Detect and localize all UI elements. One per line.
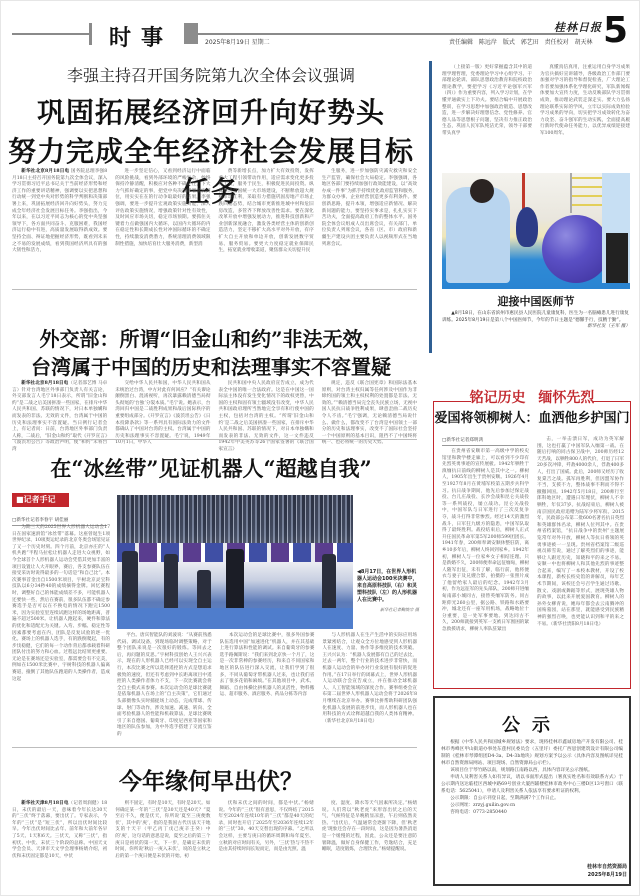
notice-website: 公示网址：zrzyj.guilin.gov.cn [450, 803, 516, 808]
lead-headline-2: 努力完成全年经济社会发展目标任务 [7, 135, 414, 208]
story2-column-text: 民共和国中央人民政府宣告成立，成为代表全中国的唯一合法政府。这是在中国这一国际法主体没有发生变化情况下的政权更替，中国的主权和固有领土疆域没有改变，中华人民共和国政府理所当然地完全享有和行使中国的主权，包括对台湾的主权。“所谓‘旧金山和约’是二战之后美国拼凑一些国家，在排斥中华人民共和国、苏联的情况下，对日本单独媾和而发表的非法、无效的文件，这一文件违反1942年中美英苏等26个国家签署的《联合国家宣言》 [218, 381, 314, 452]
notice-signature [561, 863, 627, 879]
story3-column [220, 633, 315, 733]
lead-column-text: 生服务，进一步加强防灾减灾救灾和安全生产监管，确保社会大局稳定。李强强调，各地区各部门要持续加强行政效能建设，以“高效办成一件事”为抓手持续优化政府监管和服务，为群众办事、企业经营创造更多有利条件。要创新思路，提升本领，增强适应新情况、解决新问题的能力，要坚持实事求是，扎扎实实下苦功夫，全面提高政府工作的整体水平。国务院全体会议组成人员出席会议，有关部门、单位负责人列席会议，各省（区、市）政府和新疆生产建设兵团主要负责人以视频形式在当地列席会议。 [321, 169, 417, 247]
photo-strap [522, 173, 525, 209]
story3-body [117, 633, 418, 737]
robot-photo-caption: ◀8月17日，在世界人形机器人运动会100米决赛中，来自高原科技队（右）和灵塑科技队（左）的人形机器人在比赛中。 [357, 569, 418, 603]
notice-paragraph: 该项目位于琴竹路以南，规划路江南路以西，具体内容详见公示图纸。 [450, 768, 593, 773]
history-byline: □新华社记者郑明鸿 [442, 437, 527, 446]
story3-column-text: 本次运动会的足球比赛中，很多外国参赛队伍选用中国“加速进化”机器人，并在其基础上进行算法和性能的调试。来自葡萄牙的参赛选手路佩斯说：“我们来到北京快一个月了，这是一次非常棒的参赛经历，和来自不同国家和地区的队伍进行深入交流，让我们学到了很多，不同从葡萄牙带机器人过来，也让我们省去了很多花销和麻烦。”在其他项目中，武术、舞蹈、自由体操比拼机器人的灵活性，物料搬运、超市服务、酒店服务、药品分拣等内容 [219, 633, 315, 698]
notice-paragraph: 公示期限：自公示刊登日起，至期满满7个工作日止。 [450, 796, 559, 801]
notice-signature-date: 2025年8月19日 [587, 872, 627, 878]
photo-sling [516, 207, 538, 247]
story3-column-text: 为期三天的2025世界人形机器人运动会17日在国家速滑馆“冰丝带”落幕。这座曾诞生1项世界纪录、10项奥运纪录的北京冬奥会场馆见证了又一个历史时刻。四个月前，北京亦庄的“人机共跑”半程马拉松让机器人走进大众视野，如今全球首个人形机器人运动会凭借其更加丰富的项目设置让人大开眼界，赛后，各支参赛队伍在接受采访时说得最多的一句话是“和自己比”。本次赛事首金出自1500米项目，宇树北京灵宝科技队以6分34秒40的成绩摘得金牌。回忆赛程时，调整好自己的体能成绩差不多，可能机器人还要快一些，然后在赛前，很多队伍都不确定参赛选手是否可以在不换电的情况下跑完1500米，因为实验室里连续试跑这样的场地距离，普遍不超过500米。让机器人跑起来，硬件和算法的优化和适配尤为关键。入弯、步幅、稳定性等因素都要考虑在内，团队是反复试验的逐一优化。赛场上的机器人选手，有的跌倒爬起，有的步伐稳健，它们的每一个动作背后都承载着科研团队付出的努力和心血。过程远比结果更重要。无论是在赛场还是实验室，都需要会有不完美，例如在1500米比赛中，宇树科技的机器人偏离赛道，撞倒了其他队伍跑道的人类操作者，造成这起 [12, 525, 110, 682]
lead-column [12, 169, 107, 291]
photo-track [117, 608, 353, 629]
story3-body-left [12, 525, 110, 733]
divider [12, 747, 417, 748]
rehab-photo [442, 173, 630, 289]
notice-paragraph: 申请人及利害关系人如有异议，请以书面形式提出（署真实姓名和有效联系方式）于公示期内送达临桂区西城中路69号创业大厦西辅楼桂林市政务中心三楼D区13号窗口（联系电话：5625041），申请人及利害关系人依法享有要求听证的权利。 [441, 775, 623, 794]
history-column-text: 击，一举击溃日军，成功为英军解围，这也打赢了中国军队入缅第一战。在随后打响的同古保卫战中，200师历经12天苦战，以牺牲800人的代价，打退了日军20多次冲锋，歼敌4000余人，俘敌400多人，打出了国威。此后，200师又经历了收复棠吉之战。孤军再胜利，但因盟军协作不当，支援不力，整体战事不利而不得不撤撤回国。1942年5月18日，200师行至郎科地区时，遭遇日军埋伏，柳树人不幸牺牲，年仅37岁。抗战结束后，柳树人被南京国民政府追赠为陆军少将军衔。2015年，民政部公布第二批600名著名抗日英烈和英雄群体名录，柳树人位列其中。在贵州省档案馆，“抗日战争中的贵州”主题展览常年对外开放，柳树人等抗日将领的英勇事迹被一一呈现。贵州省档案馆二级巡视员韩雪说，通过了解英烈们的事迹，能够让人跟近历史，知晓和平的来之不易。安顺一中也将柳树人和其他先烈的事迹整合起来，编写了一本校本教材，开设了校本课程，新校长校史馆的讲解员，每年艺术节期间，该校还会号召学生通过诗歌、散文、戏剧或舞蹈等形式，展现英雄人物的故事，以此来开展爱国教育。柳树人的孙外女柳青说，她每年都会去云南腾冲的国殇墓园，站在那里，就能感受到民族精神的强烈召唤，也更能认识到和平的来之不易。（新华社贵阳8月18日电） [537, 437, 624, 627]
story2-column-text: 规定，违反《联合国宪章》和国际法基本原则，对台湾主权归属等任何涉及中国作为非缔约国的领土和主权权利的处置都是非法、无效的。”“赖清德当局完全丧失民族立场，无视中国人民抗日战争胜利成果，肆意歪曲二战历史令人不齿。”毛宁强调，无论赖清德当局说什么、做什么，都改变不了台湾是中国领土一部分的历史和法理事实，改变不了国际社会坚持一个中国原则的基本目识，阻挡不了中国终将统一、也必将统一的历史大势。 [321, 381, 417, 446]
story3-column-text: 平台。唐宾智能队的刘波说：“从赛前熟悉代码、调试设备，到现场临时调整策略，对于整个团队来说是一次很好的锻炼。等回去之后，再问题的反思。”宇树科技创始人王兴兴表示，现在的人形机器人已经可以实现全自主运行，本次比赛之所以选择遥控的方式是想追求极致的速度，但还有考虑到中长距离项目中遥控的人类操作者体力不支，下一次比赛就会将全自主模式来参赛。本次运动会的足球比赛就是依靠机器人在场上的“自主决策”，它们通过头部摄像头实时捕捉场上动态，完成带球、传球、射门等动作，涉及加速、减速、转向、全面考验机器人的性能和机载算法，足球比赛吸引了来自德国、葡萄牙、印度尼西亚等国家和地区的队伍参加，为中外选手搭建了交流互鉴的 [117, 633, 212, 737]
masthead-block [184, 23, 198, 44]
story2-dateline: 新华社北京8月18日电 [21, 381, 69, 386]
story4-column-text: （记者周润健）18日，末伏的最后一天，意味着今年长达30天的“三伏”终于落幕，要出伏了。专家表示，今年的“三伏”是“短三伏”，所以出伏时间比较早。今年出伏时间比去年、前年和大前年各早了5天、1天和6天。三伏天，又称“三伏”，指初伏、中伏、末伏三个阶段的总称。中国天文学会会员、天津市天文学会理事杨婧介绍，初伏和末伏固定都是10天，中伏 [12, 801, 108, 859]
lead-column-text: 国务院总理李强8月18日主持召开国务院第九次全体会议，深入学习贯彻习近平总书记关于当前经济形势和经济工作的重要讲话精神，强调要以实把思想和行动统一到党中央对形势的科学判断和决策部署上来，巩固拓展经济回升向好势头，努力完成全年经济社会发展目标任务。李强指出，今年以来，在以习近平同志为核心的党中央坚强领导下，各方面共同奋斗、克服困难，我国经济运行稳中有进，高质量发展取得新成效。要坚持全面、辩证地把握经济形势，既看到未来之不易的发展成绩，看到我国经济所具有的强大韧性和活力， [12, 169, 108, 254]
divider [12, 289, 417, 290]
story4-dateline: 新华社天津8月18日电 [21, 801, 69, 806]
story2-column-text: （记者邵艺博 马卓言）针对台湾地区外事部门负责人有关言论，外交部发言人毛宁18日表示，所谓“旧金山和约”是二战之后美国拼凑一些国家，在排斥中华人民共和国、苏联的情况下，对日本单独媾和而发表的非法、无效的文件，台湾属于中国的历史和法理事实不容置疑。当日例行记者会上，有记者问：日前，台湾地区外事部门负责人称，二战后，“旧金山和约”取代《开罗宣言》《波茨坦公告》等政治声明，使“和约”未将台湾 [12, 381, 108, 452]
masthead-rule-left [12, 33, 90, 35]
masthead [1, 1, 641, 51]
history-column [442, 449, 529, 683]
history-headline: 爱国将领柳树人：血洒他乡护国门 [434, 411, 630, 426]
lead-column [115, 169, 210, 291]
rehab-photo-credit: 新华社发（王军 摄） [587, 324, 630, 330]
paper-logo: 桂林日报 [554, 21, 602, 34]
photo-doctor-head [470, 179, 494, 203]
masthead-rule-right [198, 33, 578, 35]
story2-column [218, 381, 314, 452]
story2-column [12, 381, 108, 452]
photo-helper-legs [606, 233, 628, 283]
notice-title: 公示 [502, 715, 562, 736]
story4-column-text: 度、湿度、降水等天气因素所决定。”杨婧说。人们常以“秋老虎”来形容出伏之后的天气，气候特征是早晚稍显凉意，午后则依然炎热。“出伏后，气温通常会逐渐下降，但‘秋老虎’现象还会存在一段时间，这是因为暑热消退是一个缓慢的过程，因此，公众还是要注意防暑降温，做好自身保健工作，劳逸结合，充足睡眠，适度锻炼，合理饮食。”杨婧提醒说。 [321, 801, 417, 853]
lead-column [322, 169, 417, 291]
photo-crowd [117, 495, 353, 543]
continued-column-text: 真懂真信真用，注重运用自身学习成果为官兵搞好宣讲辅导，各级政治工作部门要加强对学习的指导和督促检查，广大理论工作者要加强体系化学理化研究，军队新闻媒体要加大宣传力度，生动反映部队学习贯彻成效，推动理论武装走深走实。要大力弘扬理论联系实际的学风，立牢以实际成效检验学习成果的导向，切实把学习成效转化为奋力攻坚、奋斗强军的生动实践，全面提高履行新时代使命任务能力，以优异成绩迎接建军100周年。 [540, 65, 630, 136]
lead-body [12, 169, 417, 291]
lead-column-text: 费等新增长点，加力扩大有效投资，发挥重大工程引领带动作用，适应需求变化更多投资于人，服务于民生，积极促进民间投资。纵深推进全国统一大市场建设，不断释放超大规模市场红利，采取有力措施巩固房地产市场止跌回稳态势，结合城市更新推进城中村和危旧房改造，多管齐下释放改善性需求。要在深化改革开放中增强发展动力，推进科技创新和产业创新深度融合，激发各类经营主体的创新创造活力，坚定不移扩大高水平对外开放，有序扩大自主开放和单边开放，创新发展数字贸易、服务贸易。要更大力度稳定就业保障民生，拓宽就业增收渠道，聚焦群众关切提升民 [218, 169, 314, 254]
photo-person [322, 554, 336, 613]
continued-column [442, 65, 532, 165]
story3-byline: □新华社记者李春宇 胡佳丽 [12, 517, 107, 526]
photo-exercise-ball [542, 215, 610, 283]
story4-column [219, 801, 314, 883]
photo-person [164, 554, 178, 613]
story3-column [322, 633, 417, 733]
lead-column-text: 进一步坚定信心，又看到经济运行中面临的风险挑战，看到外部环境的严峻复杂，始终保持冷静清醒，积极应对各种不确定性，下大力气抓好确定的事，把党中央决策部署落实到位，用实实在在的行动争取最好的结果。李强强调，要进一步提升宏观政策实施效能，深入评估政策实施情况，增强政策针对性有效性，及时回应市场关切，稳定市场预期。要抓住关键着力点做强国内大循环，以国内大循环的内在稳定性和长期成长性对冲国际循环的不确定性，持续激发消费潜力，系统清理消费领域限制性措施，加快培育壮大服务消费，新型消 [115, 169, 211, 247]
story4-column [115, 801, 210, 883]
lead-headline-1: 巩固拓展经济回升向好势头 [36, 96, 385, 129]
history-kicker: 铭记历史 缅怀先烈 [469, 390, 595, 406]
robot-photo-credit: 新华社记者鞠焕宗 摄 [379, 607, 419, 612]
story3-column-text: 与人形机器人在生产生活中的实际应用场景紧密结合，让观众全方位地感受到人形机器人在速度、力量、协作等多维度的技术突破。王兴兴认为：“机器人发展都有自己的过去比，过去一两年，整个行业的技术进步非常快，而机器人运动会的举办对行业发展有很好的促进作用。”在17日举行的闭幕式上，世界人形机器人运动联合会宣告成立，并在推动全球机器人、人工智能领域的深度合作。赛事组委会宣布第二届世界人形机器人运动会将于2026年8月继续在北京举办。赛事比拼帮助科研团队强化机器人发展的前进步伐，而人形机器人也在用科技的方式诠释超越自我的人类体育精神。（新华社北京8月18日电） [322, 633, 418, 724]
lead-dateline: 新华社北京8月18日电 [21, 169, 70, 174]
section-title: 时事 [109, 25, 174, 51]
rehab-caption-text: ▲8月18日，在山东省滨州市惠民县人民医院儿童康复科，医生为一名脑瘫患儿进行康复训练。2025年8月19日是第八个中国医师节，今年的节日主题是“德馨手行，技精于勤”。 [442, 311, 629, 323]
story2-column [115, 381, 211, 446]
story3-column [117, 633, 212, 737]
notice-body [441, 739, 623, 816]
story4-body [12, 801, 417, 883]
reporter-notes-tag: ■记者手记 [12, 493, 69, 507]
rehab-photo-title: 迎接中国医师节 [497, 295, 575, 308]
story2-headline-2: 台湾属于中国的历史和法理事实不容置疑 [31, 355, 391, 379]
story2-column-text: 交给中华人民共和国，中华人民共和国从未统治过台湾，中方对此有何回应？“有关谬论颠倒黑白、混淆视听，再次暴露赖清德当局彻头彻尾的‘台独’分裂本质。”毛宁说。她表示，台湾回归中国是二战胜利成果和战后国际秩序的重要组成部分。《开罗宣言》《波茨坦公告》《日本投降条款》等一系列具有国际法效力的文件都确认了中国对台湾的主权。台湾属于中国的历史和法理事实不容置疑。毛宁说，1949年10月1日，中华人 [115, 381, 211, 446]
story2-headline-1: 外交部：所谓“旧金山和约”非法无效， [39, 327, 383, 351]
page-number: 5 [603, 10, 629, 51]
story4-column [322, 801, 417, 883]
issue-date: 2025年8月19日 星期二 [205, 39, 270, 46]
notice-signature-org: 桂林市自然资源局 [586, 864, 627, 870]
story4-headline: 今年缘何早出伏？ [119, 768, 303, 795]
rehab-photo-caption [442, 311, 630, 331]
story3-column [12, 525, 110, 733]
lead-column [219, 169, 314, 291]
photo-person [197, 570, 211, 610]
continued-story-body [442, 65, 630, 165]
robot-race-photo [117, 495, 353, 629]
story4-column-text: 则不固定，有时是10天，有时是20天。如何确定某一年的“三伏”是30天还是40天？“夏至后不久，便是伏天，你所说‘夏至三庚便数伏’，其中的‘庚’，指的是我国古代历法天干地支的十天干（甲乙丙丁戊己庚辛壬癸）中的‘庚’，这句话的意思是说，夏至之后的第三个庚日是初伏的第一天，下一步，是确定末伏的时间，你所说‘秋后一庚入末伏’，说的是立秋之后的第一个庚日便是末伏的开始。初 [115, 801, 211, 859]
story4-column [12, 801, 107, 883]
history-column [537, 437, 624, 683]
lead-kicker: 李强主持召开国务院第九次全体会议强调 [66, 66, 355, 85]
continued-column-text: （上接第一版）更好掌握蕴含其中的道理学理哲理，党委理论学习中心组学习、干部理论轮训、部队思想政治教育和院校政治理论教学，要把学习《习近平论强军兴军（四）》作为重要内容，列入学习计划，在学懂弄通做实上下功夫。要结合编中开展政治整训，在学习思想中加强政治锻造、思想改造，进一步解决好理想信念、党性修养、官德人品等思想根子问题，坚决有力推正政治生态，巩固人民军队纯洁光荣，领导干部要带头真学 [442, 65, 532, 136]
masthead-bar [89, 23, 92, 45]
story2-body [12, 381, 417, 452]
notice-phone: 咨询电话：0773-2850440 [450, 810, 507, 815]
notice-paragraph: 根据《中华人民共和国城乡规划法》要求，现将桂林市鑫诚房地产开发有限公司、桂林市秀峰区甲山街道办事处东莲村民委员会（五里圩）委托广西思创建筑设计有限公司编制的《桂林市琴潭组团D4-3a、D4-3b地块》规划方案予以公示（具体内容及图纸详见桂林市自然资源局网站、项目现场、自然资源局公示栏）。 [441, 740, 623, 766]
story3-headline: 在“冰丝带”见证机器人“超越自我” [50, 456, 372, 481]
editor-credits: 责任编辑 陈远岸 版式 郭艺田 责任校对 胡天林 [449, 39, 593, 46]
history-column-text: 在贵州省安顺市第一高级中学的校史馆里和教学楼走廊上，可以看到不少印有先烈英勇事迹的宣传展板。1942年牺牲于滇缅抗日前线的柳树人是其中之一。柳树人，1905年出生于贵州安顺。1926年4月至1927年8月在黄埔军校第五期步兵科学习。抗日战争期间，他先后参加过保定战役、台儿庄战役、长沙会战和昆仑关战役等一系列战役，屡立战功。昆仑关战役中，中国军队与日军进行了三次反复争夺，战斗打得非常惨烈。经过14天的激烈战斗，日军狂九级方的隐患，中国军队取得了最终胜利。战役结束后，柳树人正式升任国民革命军第5军200师599团团长。1941年春，200师奉调安顺休整驻防，离乡10多年后，柳树人终回到家乡。1942年初，柳树人与一位家乡女子相结连理。只是新婚不久，200师便奉命远征缅甸，柳树人随军出征，未有了解，临行前，他将便衣与妻子及兄嫂合影，拍摄的一张照片成了他留给家人最后的纪念。1942年3月初，作为远征军的先头部队，200师开进缅甸南部小城同古，接替英缅军防务。同古距仰光260公里，据公路、铁路和水路要冲，城北还有一座军用机场，战略地位十分重要，是一处军事要地。到达同古不久，200师就接到英军一支被日军围困的紧急救援请求，柳树人率队驻紧出 [442, 449, 529, 633]
continued-column [540, 65, 630, 165]
story4-column-text: 伏和末伏之间的时间，都是中伏。”杨婧说。今年的“三伏”很有意思，不仅终结了2015年至2024年连续10年的“三伏”都是40天的纪录，同时也开启了2025年至2036年连续12年的“三伏”30、40天交替出现的序幕。“之所以会这样，主要与庚日的循环周期和每年夏至、立秋的对应时间有关，另外，‘三伏’热与不热不是由其持续时间长短而定，而是由光照、温 [218, 801, 314, 853]
story2-column [321, 381, 417, 446]
divider [12, 439, 417, 440]
